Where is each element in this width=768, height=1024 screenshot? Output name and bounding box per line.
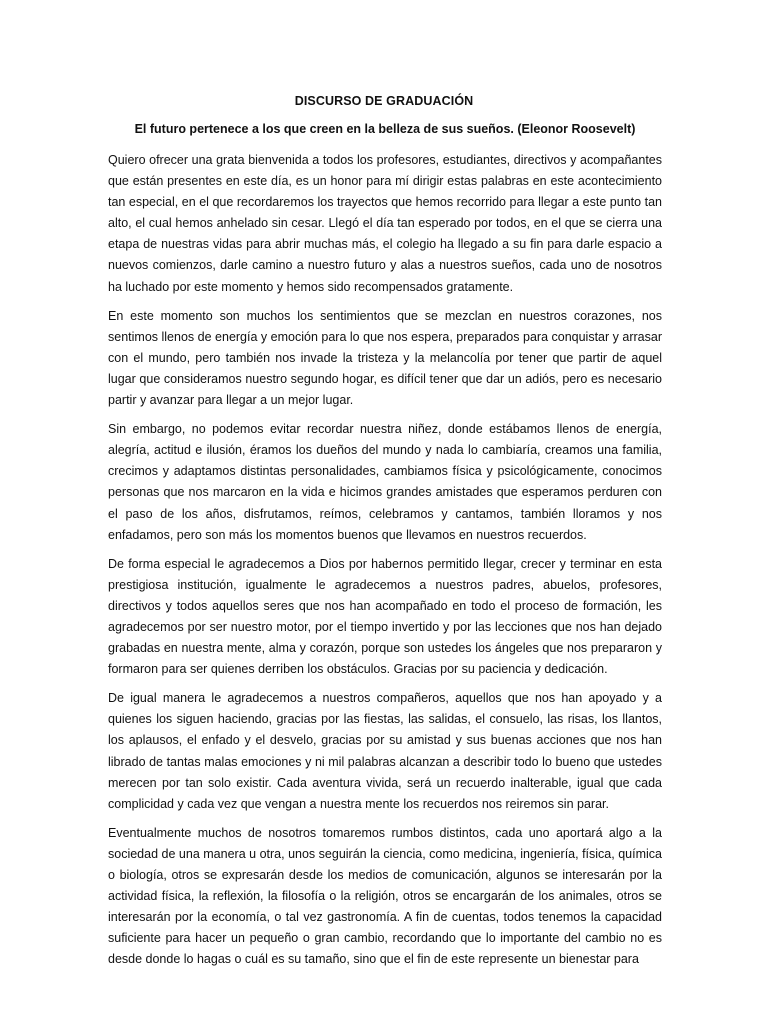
- paragraph-thanks-family: De forma especial le agradecemos a Dios por habernos permitido llegar, crecer y terminar en esta prestigiosa institución, igualmente le agradecemos a nuestros padres, abuelos, profesores, directivos y todos aquellos seres que nos han acompañado en todo el proceso de formación, les agradecemos por ser nuestro motor, por el tiempo invertido y por las lecciones que nos han dejado grabadas en nuestra mente, alma y corazón, porque son ustedes los ángeles que nos prepararon y formaron para ser quienes derriben los obstáculos. Gracias por su paciencia y dedicación.: [108, 556, 662, 677]
- paragraph-welcome: Quiero ofrecer una grata bienvenida a todos los profesores, estudiantes, directivos y acompañantes que están presentes en este día, es un honor para mí dirigir estas palabras en este acontecimiento tan especial, en el que recordaremos los trayectos que hemos recorrido para llegar a este punto tan alto, el cual hemos anhelado sin cesar. Llegó el día tan esperado por todos, en el que se cierra una etapa de nuestras vidas para abrir muchas más, el colegio ha llegado a su fin para darle espacio a nuevos comienzos, darle camino a nuestro futuro y alas a nuestros sueños, cada uno de nosotros ha luchado por este momento y hemos sido recompensados gratamente.: [108, 153, 662, 294]
- paragraph-feelings: En este momento son muchos los sentimientos que se mezclan en nuestros corazones, nos sentimos llenos de energía y emoción para lo que nos espera, preparados para conquistar y arrasar con el mundo, pero también nos invade la tristeza y la melancolía por tener que partir de aquel lugar que consideramos nuestro segundo hogar, es difícil tener que dar un adiós, pero es necesario partir y avanzar para llegar a un mejor lugar.: [108, 308, 662, 408]
- paragraph-thanks-classmates: De igual manera le agradecemos a nuestros compañeros, aquellos que nos han apoyado y a quienes los siguen haciendo, gracias por las fiestas, las salidas, el consuelo, las risas, los llantos, los aplausos, el enfado y el desvelo, gracias por su amistad y sus buenas acciones que nos han librado de tantas malas emociones y ni mil palabras alcanzan a describir todo lo bueno que ustedes merecen por tan solo existir. Cada aventura vivida, será un recuerdo inalterable, igual que cada complicidad y cada vez que vengan a nuestra mente los recuerdos nos reiremos sin parar.: [108, 691, 662, 811]
- paragraph-future-paths: Eventualmente muchos de nosotros tomaremos rumbos distintos, cada uno aportará algo a la sociedad de una manera u otra, unos seguirán la ciencia, como medicina, ingeniería, física, química o biología, otros se expresarán desde los medios de comunicación, algunos se interesarán por la actividad física, la reflexión, la filosofía o la religión, otros se encargarán de los animales, otros se interesarán por la economía, o tal vez gastronomía. A fin de cuentas, todos tenemos la capacidad suficiente para hacer un pequeño o gran cambio, recordando que lo importante del cambio no es desde donde lo hagas o cuál es su tamaño, sino que el fin de este represente un bienestar para: [108, 825, 662, 967]
- page-title: DISCURSO DE GRADUACIÓN: [294, 94, 474, 108]
- document-body: [108, 150, 662, 978]
- page-subtitle-quote: El futuro pertenece a los que creen en la belleza de sus sueños. (Eleonor Roosevelt): [134, 122, 636, 136]
- paragraph-childhood: Sin embargo, no podemos evitar recordar nuestra niñez, donde estábamos llenos de energía, alegría, actitud e ilusión, éramos los dueños del mundo y nada lo cambiaría, creamos una familia, crecimos y adaptamos distintas personalidades, cambiamos física y psicológicamente, conocimos personas que nos marcaron en la vida e hicimos grandes amistades que esperamos perduren con el paso de los años, disfrutamos, reímos, celebramos y cantamos, también lloramos y nos enfadamos, pero son más los momentos buenos que llevamos en nuestros recuerdos.: [108, 422, 662, 542]
